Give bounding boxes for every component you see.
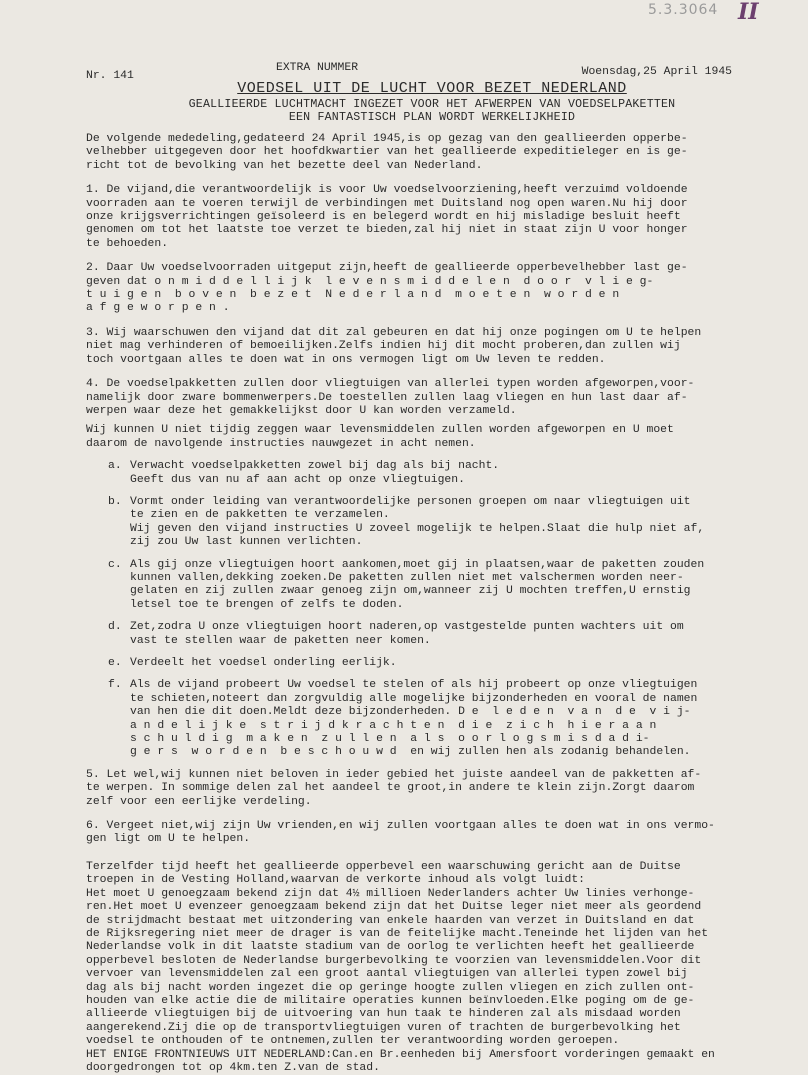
instruction-list — [86, 460, 778, 760]
instruction-marker: d. — [108, 621, 122, 634]
intro-paragraph: De volgende mededeling,gedateerd 24 April 1945,is op gezag van den geallieerden opperbe- velhebber uitgegeven door het hoofdkwartier van het geallieerde expeditieleger en is ge- richt tot de bevolking van het bezette deel van Nederland. — [86, 133, 688, 172]
archive-stamp: 5.3.3064 — [648, 2, 719, 18]
issue-date: Woensdag,25 April 1945 — [581, 66, 732, 78]
point-5: 5. Let wel,wij kunnen niet beloven in ieder gebied het juiste aandeel van de pakketten af- te werpen. In sommige delen zal het aandeel te groot,in andere te klein zijn.Zorgt daarom zelf voor een eerlijke verdeling. — [86, 768, 702, 808]
masthead — [86, 62, 778, 82]
instruction-item — [86, 460, 778, 487]
point-4: 4. De voedselpakketten zullen door vliegtuigen van allerlei typen worden afgeworpen,voor- namelijk door zware bommenwerpers.De toestellen zullen laag vliegen en hun last daar af- werpen waar deze het gemakkelijkst door U kan worden verzameld. — [86, 378, 695, 417]
instruction-item — [86, 679, 778, 759]
instruction-item — [86, 621, 778, 648]
instruction-text: Vormt onder leiding van verantwoordelijke personen groepen om naar vliegtuigen uit te zien en de pakketten te verzamelen. Wij geven den vijand instructies U zoveel mogelijk te helpen.Slaat die hulp niet af, zij zou Uw last kunnen verlichten. — [130, 495, 705, 549]
instruction-item — [86, 496, 778, 550]
instruction-text: Als de vijand probeert Uw voedsel te stelen of als hij probeert op onze vliegtuigen te schieten,noteert dan zorgvuldig alle mogelijke bijzonderheden en vooral de namen van hen die dit doen.Meldt deze bijzonderheden. D e l e d e n v a n d e v i j- a n d e l i j k e s t r i j d k r a c h t e n d i e z i c h h i e r a a n s c h u l d i g m a k e n z u l l e n a l s o o r l o g s m i s d a d i- g e r s w o r d e n b e s c h o u w d en wij zullen hen als zodanig behandelen. — [130, 679, 698, 759]
instruction-text: Zet,zodra U onze vliegtuigen hoort naderen,op vastgestelde punten wachters uit om vast te stellen waar de paketten neer komen. — [130, 621, 684, 647]
point-3: 3. Wij waarschuwen den vijand dat dit zal gebeuren en dat hij onze pogingen om U te helpen niet mag verhinderen of bemoeilijken.Zelfs indien hij dit mocht proberen,dan zullen wij toch voortgaan alles te doen wat in ons vermogen ligt om Uw leven te redden. — [86, 326, 702, 366]
instruction-item — [86, 559, 778, 613]
instruction-marker: a. — [108, 460, 122, 473]
instruction-marker: f. — [108, 679, 122, 692]
subheadline-2: EEN FANTASTISCH PLAN WORDT WERKELIJKHEID — [288, 110, 576, 124]
point-2: 2. Daar Uw voedselvoorraden uitgeput zijn,heeft de geallieerde opperbevelhebber last ge- geven dat o n m i d d e l l i j k l e v e n s m i d d e l e n d o o r v l i e g- t u i g e n b o v e n b e z e t N e d e r l a n d m o e t e n w o r d e n a f g e w o r p e n . — [86, 262, 688, 315]
point-1: 1. De vijand,die verantwoordelijk is voor Uw voedselvoorziening,heeft verzuimd voldoende voorraden aan te voeren terwijl de verbindingen met Duitsland nog open waren.Nu hij door onze krijgsverrichtingen geïsoleerd is en belegerd wordt en hij misladige besluit heeft genomen om tot het laatste toe verzet te bieden,zal hij niet in staat zijn U voor honger te behoeden. — [86, 184, 688, 250]
front-news: HET ENIGE FRONTNIEUWS UIT NEDERLAND:Can.en Br.eenheden bij Amersfoort vorderingen gemaakt en doorgedrongen tot op 4km.ten Z.van de stad. — [86, 1048, 715, 1074]
extra-edition-label: EXTRA NUMMER — [276, 62, 359, 74]
point-6: 6. Vergeet niet,wij zijn Uw vrienden,en wij zullen voortgaan alles te doen wat in ons vermo- gen ligt om U te helpen. — [86, 820, 715, 846]
issue-number: Nr. 141 — [86, 70, 134, 82]
instructions-lead: Wij kunnen U niet tijdig zeggen waar levensmiddelen zullen worden afgeworpen en U moet daarom de navolgende instructies nauwgezet in acht nemen. — [86, 424, 674, 450]
warning-to-german-troops: Terzelfder tijd heeft het geallieerde opperbevel een waarschuwing gericht aan de Duitse troepen in de Vesting Holland,waarvan de verkorte inhoud als volgt luidt: Het moet U genoegzaam bekend zijn dat 4½ millioen Nederlanders achter Uw linies verhonge- ren.Het moet U evenzeer genoegzaam bekend zijn dat het Duitse leger niet meer als geordend de strijdmacht bestaat met uitzondering van enkele haarden van verzet in Duitsland en dat de Rijksregering niet meer de drager is van de feitelijke macht.Teneinde het lijden van het Nederlandse volk in dit laatste stadium van de oorlog te verlichten heeft het geallieerde opperbevel besloten de Nederlandse burgerbevolking te voorzien van levensmiddelen.Voor dit vervoer van levensmiddelen zal een groot aantal vliegtuigen van allerlei typen zowel bij dag als bij nacht worden ingezet die op geringe hoogte zullen vliegen en zich zullen ont- houden van elke actie die de militaire operaties kunnen beïnvloeden.Elke poging om de ge- allieerde vliegtuigen bij de uitvoering van hun taak te hinderen zal als misdaad worden aangerekend.Zij die op de transportvliegtuigen vuren of trachten de burgerbevolking het voedsel te onthouden of te ontnemen,zullen ter verantwoording worden geroepen. — [86, 860, 709, 1048]
subheadline-1: GEALLIEERDE LUCHTMACHT INGEZET VOOR HET AFWERPEN VAN VOEDSELPAKETTEN — [188, 98, 676, 111]
instruction-item — [86, 657, 778, 670]
instruction-text: Als gij onze vliegtuigen hoort aankomen,moet gij in plaatsen,waar de paketten zouden kunnen vallen,dekking zoeken.De paketten zullen niet met valschermen worden neer- gelaten en zij zullen zwaar genoeg zijn om,wanneer zij U mochten treffen,U ernstig letsel toe te brengen of zelfs te doden. — [130, 558, 705, 611]
instruction-text: Verwacht voedselpakketten zowel bij dag als bij nacht. Geeft dus van nu af aan acht op onze vliegtuigen. — [130, 460, 500, 486]
headline: VOEDSEL UIT DE LUCHT VOOR BEZET NEDERLAND — [237, 80, 627, 97]
instruction-marker: e. — [108, 657, 122, 669]
instruction-marker: b. — [108, 495, 122, 508]
instruction-text: Verdeelt het voedsel onderling eerlijk. — [130, 657, 397, 669]
instruction-marker: c. — [108, 558, 122, 571]
handwritten-mark: II — [738, 0, 759, 25]
